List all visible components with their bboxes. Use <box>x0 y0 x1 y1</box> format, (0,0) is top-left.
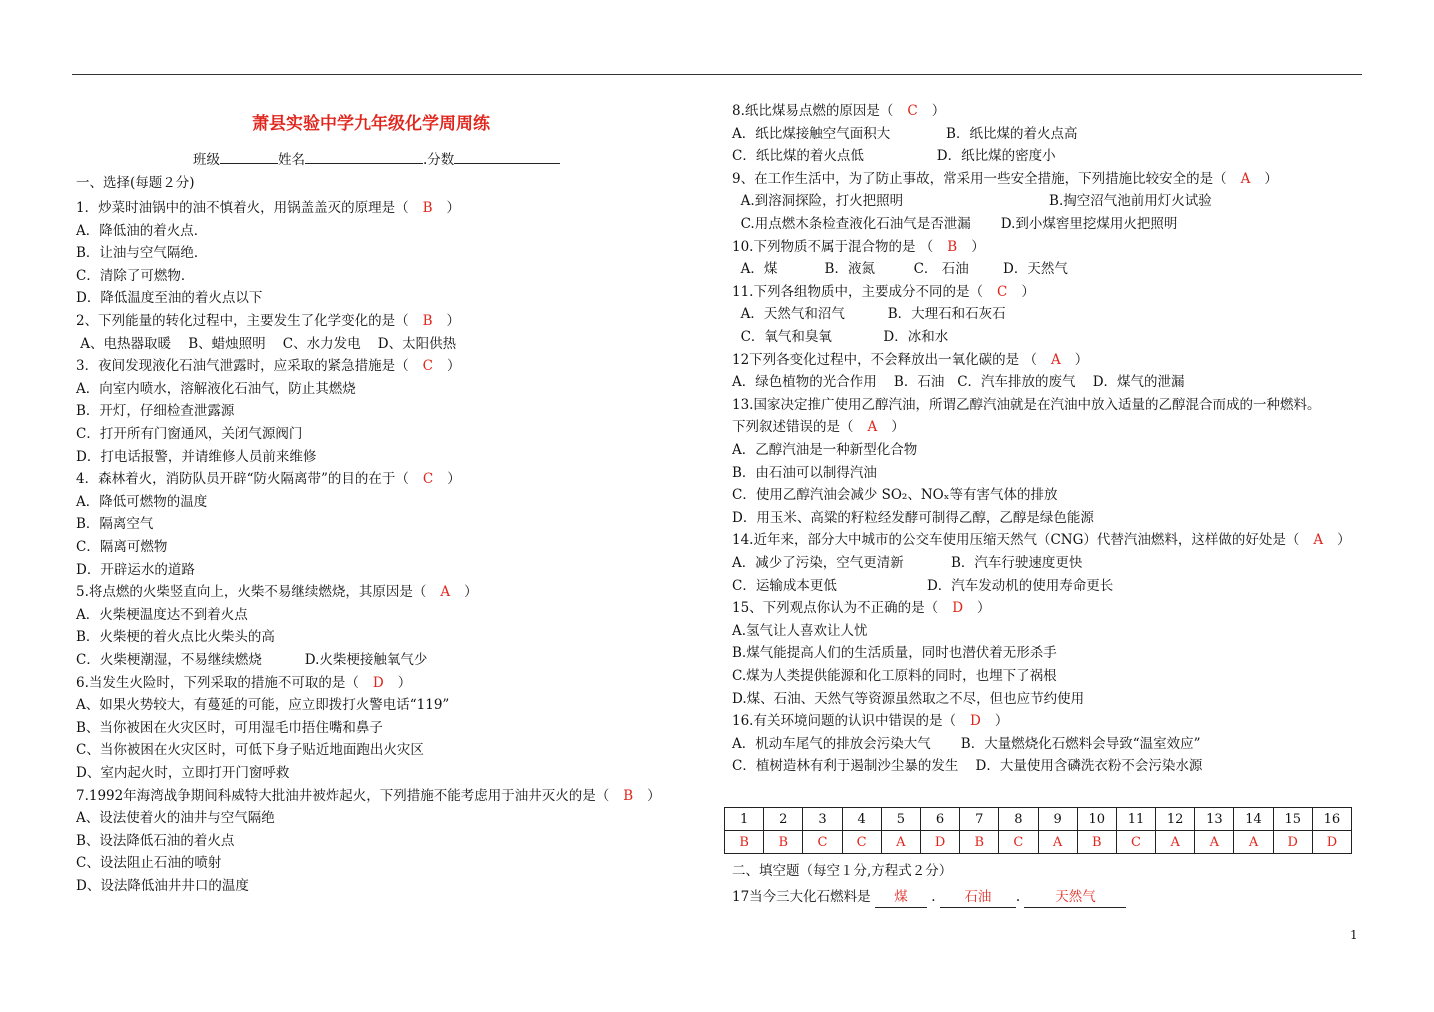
question-paren-close: ） <box>446 358 461 375</box>
question-line: C．氧气和臭氧 D．冰和水 <box>732 329 949 345</box>
answer-mark: A <box>1050 351 1061 368</box>
question-line: A．火柴梗温度达不到着火点 <box>76 606 248 623</box>
question-line: A．向室内喷水，溶解液化石油气，防止其燃烧 <box>76 380 356 397</box>
question-text: 14.近年来，部分大中城市的公交车使用压缩天然气（CNG）代替汽油燃料，这样做的好处是（ <box>732 532 1300 549</box>
answer-table-number: 15 <box>1273 808 1312 831</box>
question-text: 下列叙述错误的是（ <box>732 419 854 436</box>
student-info-row <box>193 149 560 170</box>
question-paren-close: ） <box>931 103 946 119</box>
answer-mark: D <box>969 713 981 730</box>
answer-mark: C <box>422 358 433 375</box>
question-paren-close: ） <box>1264 170 1278 187</box>
answer-table <box>724 807 1352 854</box>
answer-mark: C <box>422 471 434 488</box>
question-text: 4．森林着火，消防队员开辟“防火隔离带”的目的在于（ <box>76 471 409 488</box>
q17-answer-1[interactable]: 煤 <box>875 887 927 908</box>
answer-table-answer: A <box>881 831 920 854</box>
question-line: 13.国家决定推广使用乙醇汽油，所谓乙醇汽油就是在汽油中放入适量的乙醇混合而成的一种燃料。 <box>732 396 1321 413</box>
question-line: D、室内起火时，立即打开门窗呼救 <box>76 765 290 781</box>
answer-mark: A <box>1240 170 1251 187</box>
answer-mark: C <box>996 283 1008 300</box>
question-line: A．纸比煤接触空气面积大 B．纸比煤的着火点高 <box>732 125 1078 142</box>
question-text: 10.下列物质不属于混合物的是 （ <box>732 238 934 255</box>
answer-mark: C <box>907 103 918 119</box>
page-title: 萧县实验中学九年级化学周周练 <box>252 114 490 134</box>
answer-table-answer: A <box>1038 831 1077 854</box>
class-field[interactable] <box>220 149 278 164</box>
question-paren-close: ） <box>994 713 1009 730</box>
answer-table-answer: C <box>842 831 881 854</box>
question-line: C．运输成本更低 D．汽车发动机的使用寿命更长 <box>732 577 1114 594</box>
answer-mark: D <box>952 600 964 617</box>
question-text: 8.纸比煤易点燃的原因是（ <box>732 103 894 119</box>
answer-table-answer: B <box>960 831 999 854</box>
question-line: A.氢气让人喜欢让人忧 <box>732 622 868 639</box>
question-17: 17当今三大化石燃料是 煤 . 石油 . 天然气 <box>732 887 1126 908</box>
page-number: 1 <box>1350 928 1358 942</box>
question-paren-close: ） <box>891 419 905 436</box>
question-line: B．让油与空气隔绝． <box>76 245 208 262</box>
answer-mark: A <box>867 419 878 436</box>
question-line: A．降低可燃物的温度 <box>76 493 208 510</box>
question-paren-close: ） <box>397 674 412 691</box>
question-line: B．隔离空气 <box>76 516 154 533</box>
question-paren-close: ） <box>1021 283 1035 300</box>
question-stem <box>732 237 985 257</box>
question-line: C．植树造林有利于遏制沙尘暴的发生 D．大量使用含磷洗衣粉不会污染水源 <box>732 758 1203 775</box>
question-text: 6.当发生火险时，下列采取的措施不可取的是（ <box>76 674 359 691</box>
question-stem <box>76 356 460 376</box>
answer-table-number: 12 <box>1156 808 1195 831</box>
answer-table-answers <box>725 831 1352 854</box>
question-line: C、当你被困在火灾区时，可低下身子贴近地面跑出火灾区 <box>76 742 424 759</box>
answer-mark: A <box>440 584 451 601</box>
question-stem <box>76 311 460 331</box>
answer-table-answer: C <box>1116 831 1155 854</box>
answer-table-number: 2 <box>764 808 803 831</box>
question-line: B、设法降低石油的着火点 <box>76 832 235 849</box>
answer-table-answer: C <box>999 831 1038 854</box>
question-line: C．纸比煤的着火点低 D．纸比煤的密度小 <box>732 148 1056 165</box>
answer-table-answer: D <box>920 831 959 854</box>
question-line: A.到溶洞探险，打火把照明 B.掏空沼气池前用灯火试验 <box>732 193 1212 210</box>
question-text: 11.下列各组物质中，主要成分不同的是（ <box>732 283 983 300</box>
section-heading-fill: 二、填空题（每空１分,方程式２分） <box>732 863 953 879</box>
question-stem <box>732 530 1351 550</box>
answer-table-number: 1 <box>725 808 764 831</box>
question-paren-close: ） <box>977 600 991 617</box>
answer-table-number: 9 <box>1038 808 1077 831</box>
question-stem <box>732 350 1088 370</box>
question-paren-close: ） <box>464 584 478 601</box>
question-stem <box>76 786 661 806</box>
question-line: A．天然气和沼气 B．大理石和石灰石 <box>732 306 1006 323</box>
question-line: A．减少了污染，空气更清新 B．汽车行驶速度更快 <box>732 555 1083 571</box>
question-text: 12下列各变化过程中，不会释放出一氧化碳的是 （ <box>732 351 1037 368</box>
answer-mark: D <box>372 674 384 691</box>
question-stem <box>76 582 478 602</box>
answer-table-number: 14 <box>1234 808 1273 831</box>
q17-answer-2[interactable]: 石油 <box>940 887 1016 908</box>
question-line: B.煤气能提高人们的生活质量，同时也潜伏着无形杀手 <box>732 645 1057 662</box>
answer-table-answer: D <box>1273 831 1312 854</box>
answer-table-number: 7 <box>960 808 999 831</box>
answer-table-number: 10 <box>1077 808 1116 831</box>
question-text: 5.将点燃的火柴竖直向上，火柴不易继续燃烧，其原因是（ <box>76 584 427 601</box>
answer-table-answer: A <box>1156 831 1195 854</box>
answer-table-number: 4 <box>842 808 881 831</box>
question-line: C．隔离可燃物 <box>76 539 168 555</box>
question-stem <box>732 282 1035 302</box>
question-line: C．清除了可燃物． <box>76 267 195 284</box>
answer-table-answer: B <box>764 831 803 854</box>
question-line: A．煤 B．液氮 C． 石油 D．天然气 <box>732 261 1068 278</box>
question-line: C.用点燃木条检查液化石油气是否泄漏 D.到小煤窖里挖煤用火把照明 <box>732 216 1178 232</box>
question-line: A、电热器取暖 B、蜡烛照明 C、水力发电 D、太阳供热 <box>76 335 457 352</box>
answer-mark: B <box>422 313 433 329</box>
question-line: B．由石油可以制得汽油 <box>732 464 877 481</box>
question-stem <box>732 169 1278 189</box>
answer-table-number: 13 <box>1195 808 1234 831</box>
question-stem <box>76 673 411 693</box>
question-text: 16.有关环境问题的认识中错误的是（ <box>732 713 956 730</box>
question-stem <box>732 417 905 437</box>
section-heading-choice: 一、选择(每题２分) <box>76 175 195 191</box>
score-label: .分数 <box>423 152 455 168</box>
question-stem <box>732 101 945 121</box>
question-paren-close: ） <box>1074 351 1089 368</box>
answer-table-number: 11 <box>1116 808 1155 831</box>
question-line: D、设法降低油井井口的温度 <box>76 878 249 894</box>
name-field[interactable] <box>305 149 423 164</box>
question-line: A、如果火势较大，有蔓延的可能，应立即拨打火警电话“119” <box>76 697 450 714</box>
top-rule <box>72 74 1362 75</box>
question-line: B．火柴梗的着火点比火柴头的高 <box>76 629 275 646</box>
answer-table-number: 3 <box>803 808 842 831</box>
question-text: 15、下列观点你认为不正确的是（ <box>732 600 939 617</box>
question-text: 2、下列能量的转化过程中，主要发生了化学变化的是（ <box>76 313 409 329</box>
question-stem <box>732 711 1008 731</box>
question-line: A．绿色植物的光合作用 B．石油 C．汽车排放的废气 D．煤气的泄漏 <box>732 374 1185 391</box>
question-line: C．打开所有门窗通风，关闭气源阀门 <box>76 426 303 442</box>
question-line: C、设法阻止石油的喷射 <box>76 855 222 872</box>
question-line: D．用玉米、高粱的籽粒经发酵可制得乙醇，乙醇是绿色能源 <box>732 509 1094 526</box>
q17-label: 17当今三大化石燃料是 <box>732 889 871 905</box>
answer-table-number: 6 <box>920 808 959 831</box>
question-stem <box>76 469 461 489</box>
answer-table-answer: B <box>725 831 764 854</box>
question-line: A、设法使着火的油井与空气隔绝 <box>76 810 275 827</box>
question-paren-close: ） <box>447 471 461 488</box>
question-line: B、当你被困在火灾区时，可用湿毛巾捂住嘴和鼻子 <box>76 719 383 736</box>
question-line: C．火柴梗潮湿，不易继续燃烧 D.火柴梗接触氧气少 <box>76 652 428 668</box>
answer-table-number: 8 <box>999 808 1038 831</box>
score-field[interactable] <box>454 149 560 164</box>
question-paren-close: ） <box>446 313 461 329</box>
answer-table-answer: A <box>1195 831 1234 854</box>
answer-table-answer: C <box>803 831 842 854</box>
question-paren-close: ） <box>971 238 985 255</box>
question-line: A．机动车尾气的排放会污染大气 B．大量燃烧化石燃料会导致“温室效应” <box>732 735 1201 752</box>
question-line: A．乙醇汽油是一种新型化合物 <box>732 442 918 458</box>
question-line: D．打电话报警，并请维修人员前来维修 <box>76 448 317 465</box>
question-stem <box>732 598 991 618</box>
question-line: D．开辟运水的道路 <box>76 561 195 578</box>
question-line: B．开灯，仔细检查泄露源 <box>76 403 235 420</box>
question-line: C．使用乙醇汽油会减少 SO₂、NOₓ等有害气体的排放 <box>732 487 1058 504</box>
answer-mark: B <box>623 787 634 804</box>
question-line: C.煤为人类提供能源和化工原料的同时，也埋下了祸根 <box>732 668 1057 684</box>
question-text: 9、在工作生活中，为了防止事故，常采用一些安全措施，下列措施比较安全的是（ <box>732 170 1227 187</box>
question-text: 7.1992年海湾战争期间科威特大批油井被炸起火，下列措施不能考虑用于油井灭火的是（ <box>76 787 610 804</box>
question-text: 3．夜间发现液化石油气泄露时，应采取的紧急措施是（ <box>76 358 409 375</box>
q17-answer-3[interactable]: 天然气 <box>1024 887 1126 908</box>
answer-table-number: 5 <box>881 808 920 831</box>
class-label: 班级 <box>193 152 220 168</box>
question-line: A．降低油的着火点． <box>76 222 208 239</box>
question-text: 1．炒菜时油锅中的油不慎着火，用锅盖盖灭的原理是（ <box>76 200 409 216</box>
answer-table-answer: B <box>1077 831 1116 854</box>
answer-mark: B <box>947 238 958 255</box>
question-paren-close: ） <box>1337 532 1351 549</box>
question-stem <box>76 198 460 218</box>
name-label: 姓名 <box>278 152 305 168</box>
answer-table-answer: D <box>1312 831 1351 854</box>
answer-table-numbers <box>725 808 1352 831</box>
answer-table-number: 16 <box>1312 808 1351 831</box>
answer-mark: B <box>422 200 433 216</box>
question-line: D．降低温度至油的着火点以下 <box>76 290 263 307</box>
answer-mark: A <box>1313 532 1324 549</box>
question-line: D.煤、石油、天然气等资源虽然取之不尽，但也应节约使用 <box>732 690 1085 707</box>
question-paren-close: ） <box>647 787 661 804</box>
question-paren-close: ） <box>446 200 461 216</box>
answer-table-answer: A <box>1234 831 1273 854</box>
